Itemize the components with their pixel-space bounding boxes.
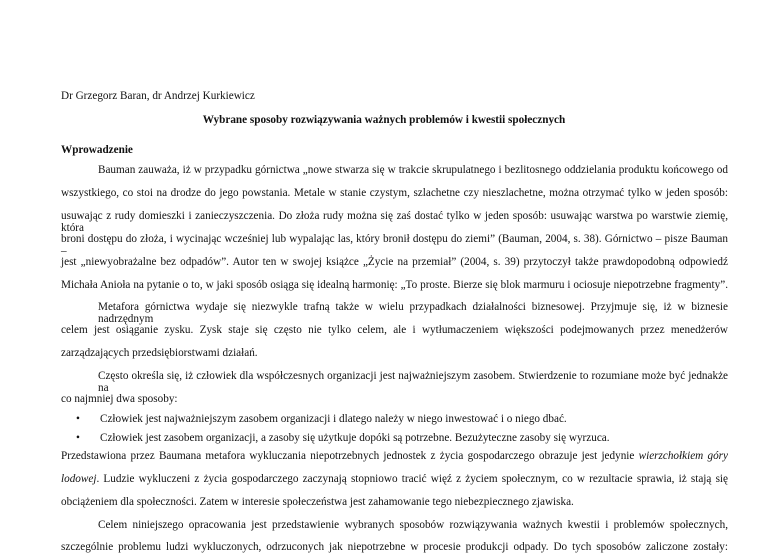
authors: Dr Grzegorz Baran, dr Andrzej Kurkiewicz xyxy=(61,90,255,102)
paragraph-line: szczególnie problemu ludzi wykluczonych, odrzuconych jak niepotrzebne w procesie produkcji odpady. Do tych sposobów zaliczone zostały: xyxy=(61,541,728,553)
list-item xyxy=(76,413,567,429)
list-item-text: Człowiek jest najważniejszym zasobem organizacji i dlatego należy w niego inwestować i o niego dbać. xyxy=(100,413,567,425)
paragraph-line: celem jest osiąganie zysku. Zysk staje się często nie tylko celem, ale i wytłumaczeniem większości podejmowanych przez menedżerów xyxy=(61,324,728,336)
paragraph-line: Bauman zauważa, iż w przypadku górnictwa „nowe stwarza się w trakcie skrupulatnego i bezlitosnego oddzielania produktu końcowego od xyxy=(98,164,728,176)
paragraph-line: Metafora górnictwa wydaje się niezwykle trafną także w wielu przypadkach działalności biznesowej. Przyjmuje się, iż w biznesie nadrzędnym xyxy=(98,301,728,325)
paragraph-line: Celem niniejszego opracowania jest przedstawienie wybranych sposobów rozwiązywania ważnych kwestii i problemów społecznych, xyxy=(98,519,728,531)
paragraph-line: jest „niewyobrażalne bez odpadów”. Autor ten w swojej książce „Życie na przemiał” (2004, s. 39) przytoczył także prawdopodobną odpowiedź xyxy=(61,256,728,268)
paragraph-line xyxy=(61,450,728,466)
document-title: Wybrane sposoby rozwiązywania ważnych problemów i kwestii społecznych xyxy=(202,114,566,126)
paragraph-line: zarządzających przedsiębiorstwami działań. xyxy=(61,347,258,359)
paragraph-text: . Ludzie wykluczeni z życia gospodarczego zaczynają stopniowo tracić więź z życiem społecznym, co w rezultacie sprawia, iż stają się xyxy=(96,473,728,485)
paragraph-line: obciążeniem dla społeczności. Zatem w interesie społeczeństwa jest zahamowanie tego niebezpiecznego zjawiska. xyxy=(61,496,574,508)
list-item xyxy=(76,432,610,448)
bullet-icon: • xyxy=(76,413,80,425)
paragraph-line: usuwając z rudy domieszki i zanieczyszczenia. Do złoża rudy można się zaś dostać tylko w jeden sposób: usuwając warstwa po warstwie ziemię, która xyxy=(61,210,728,234)
italic-phrase: wierzchołkiem góry xyxy=(638,450,728,462)
paragraph-line: co najmniej dwa sposoby: xyxy=(61,393,178,405)
paragraph-line xyxy=(61,473,728,489)
paragraph-line: Michała Anioła na pytanie o to, w jaki sposób osiąga się idealną harmonię: „To proste. Bierze się blok marmuru i ociosuje niepotrzebne fragmenty”. xyxy=(61,279,728,291)
paragraph-line: Często określa się, iż człowiek dla współczesnych organizacji jest najważniejszym zasobem. Stwierdzenie to rozumiane może być jednakże na xyxy=(98,370,728,394)
paragraph-line: broni dostępu do złoża, i wycinając wcześniej lub wypalając las, który bronił dostępu do ziemi” (Bauman, 2004, s. 38). Górnictwo – pisze Bauman – xyxy=(61,233,728,257)
italic-phrase: lodowej xyxy=(61,473,97,485)
paragraph-line: wszystkiego, co stoi na drodze do jego powstania. Metale w stanie czystym, szlachetne czy nieszlachetne, można otrzymać tylko w jeden sposób: xyxy=(61,187,728,199)
paragraph-text: Przedstawiona przez Baumana metafora wykluczania niepotrzebnych jednostek z życia gospodarczego obrazuje jest jedynie xyxy=(61,450,635,462)
section-heading: Wprowadzenie xyxy=(61,144,133,156)
bullet-icon: • xyxy=(76,432,80,444)
list-item-text: Człowiek jest zasobem organizacji, a zasoby się użytkuje dopóki są potrzebne. Bezużyteczne zasoby się wyrzuca. xyxy=(100,432,610,444)
